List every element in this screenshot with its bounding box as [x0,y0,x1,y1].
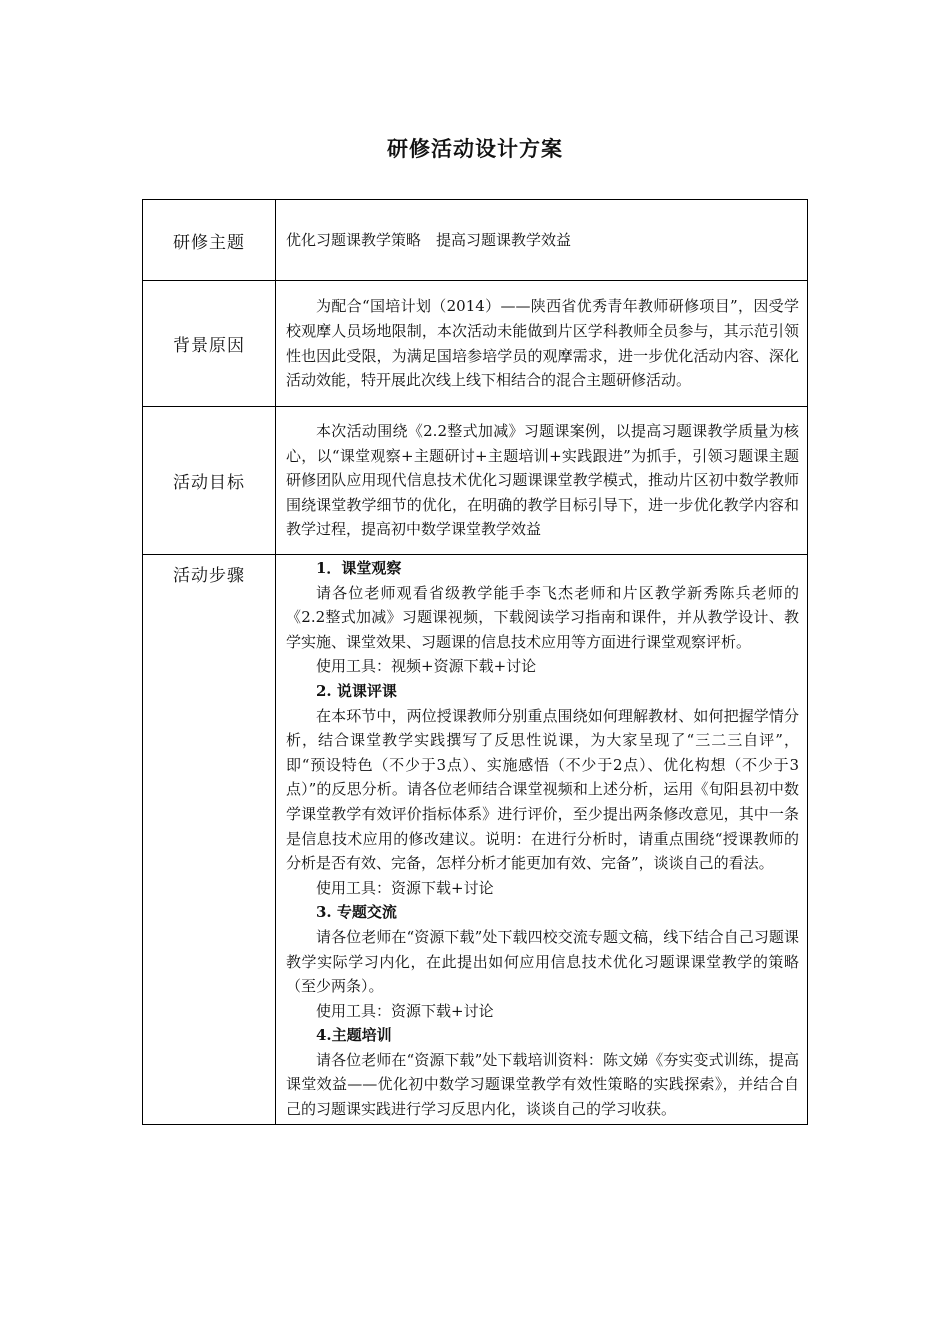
step2-heading: 2. 说课评课 [316,681,397,700]
goal-cell [276,407,808,555]
background-label: 背景原因 [143,281,276,407]
background-cell [276,281,808,407]
theme-cell [276,200,808,281]
step2-tools: 使用工具：资源下载+讨论 [316,878,494,897]
step1-tools: 使用工具：视频+资源下载+讨论 [316,657,537,676]
table-row-goal [143,407,808,555]
table-row-theme [143,200,808,281]
goal-label: 活动目标 [143,407,276,555]
table-row-background [143,281,808,407]
table-row-steps [143,555,808,1125]
step4-text: 请各位老师在“资源下载”处下载培训资料：陈文娣《夯实变式训练，提高课堂效益——优化初中数学习题课堂教学有效性策略的实践探索》，并结合自己的习题课实践进行学习反思内化，谈谈自己的学习收获。 [286,1050,799,1119]
plan-table [142,199,808,1125]
step3-tools: 使用工具：资源下载+讨论 [316,1001,494,1020]
step3-text: 请各位老师在“资源下载”处下载四校交流专题文稿，线下结合自己习题课教学实际学习内化，在此提出如何应用信息技术优化习题课课堂教学的策略（至少两条）。 [286,927,799,996]
step3-heading: 3. 专题交流 [316,903,397,922]
steps-cell [276,555,808,1125]
theme-text: 优化习题课教学策略 提高习题课教学效益 [286,230,572,249]
background-text: 为配合“国培计划（2014）——陕西省优秀青年教师研修项目”，因受学校观摩人员场地限制，本次活动未能做到片区学科教师全员参与，其示范引领性也因此受限，为满足国培参培学员的观摩需求，进一步优化活动内容、深化活动效能，特开展此次线上线下相结合的混合主题研修活动。 [286,297,799,390]
step2-text: 在本环节中，两位授课教师分别重点围绕如何理解教材、如何把握学情分析，结合课堂教学实践撰写了反思性说课，为大家呈现了“三二三自评”，即“预设特色（不少于3点）、实施感悟（不少于2点）、优化构想（不少于3点）”的反思分析。请各位老师结合课堂视频和上述分析，运用《旬阳县初中数学课堂教学有效评价指标体系》进行评价，至少提出两条修改意见，其中一条是信息技术应用的修改建议。说明：在进行分析时，请重点围绕“授课教师的分析是否有效、完备，怎样分析才能更加有效、完备”，谈谈自己的看法。 [286,706,799,873]
step4-heading: 4.主题培训 [316,1026,392,1045]
steps-label: 活动步骤 [143,555,276,1125]
goal-text: 本次活动围绕《2.2整式加减》习题课案例，以提高习题课教学质量为核心，以“课堂观察+主题研讨+主题培训+实践跟进”为抓手，引领习题课主题研修团队应用现代信息技术优化习题课课堂教学模式，推动片区初中数学教师围绕课堂教学细节的优化，在明确的教学目标引导下，进一步优化教学内容和教学过程，提高初中数学课堂教学效益 [286,422,799,539]
theme-label: 研修主题 [143,200,276,281]
step1-text: 请各位老师观看省级教学能手李飞杰老师和片区教学新秀陈兵老师的《2.2整式加减》习题课视频，下载阅读学习指南和课件，并从教学设计、教学实施、课堂效果、习题课的信息技术应用等方面进行课堂观察评析。 [286,583,799,651]
step1-heading: 1．课堂观察 [316,559,402,577]
document-title: 研修活动设计方案 [387,136,563,161]
